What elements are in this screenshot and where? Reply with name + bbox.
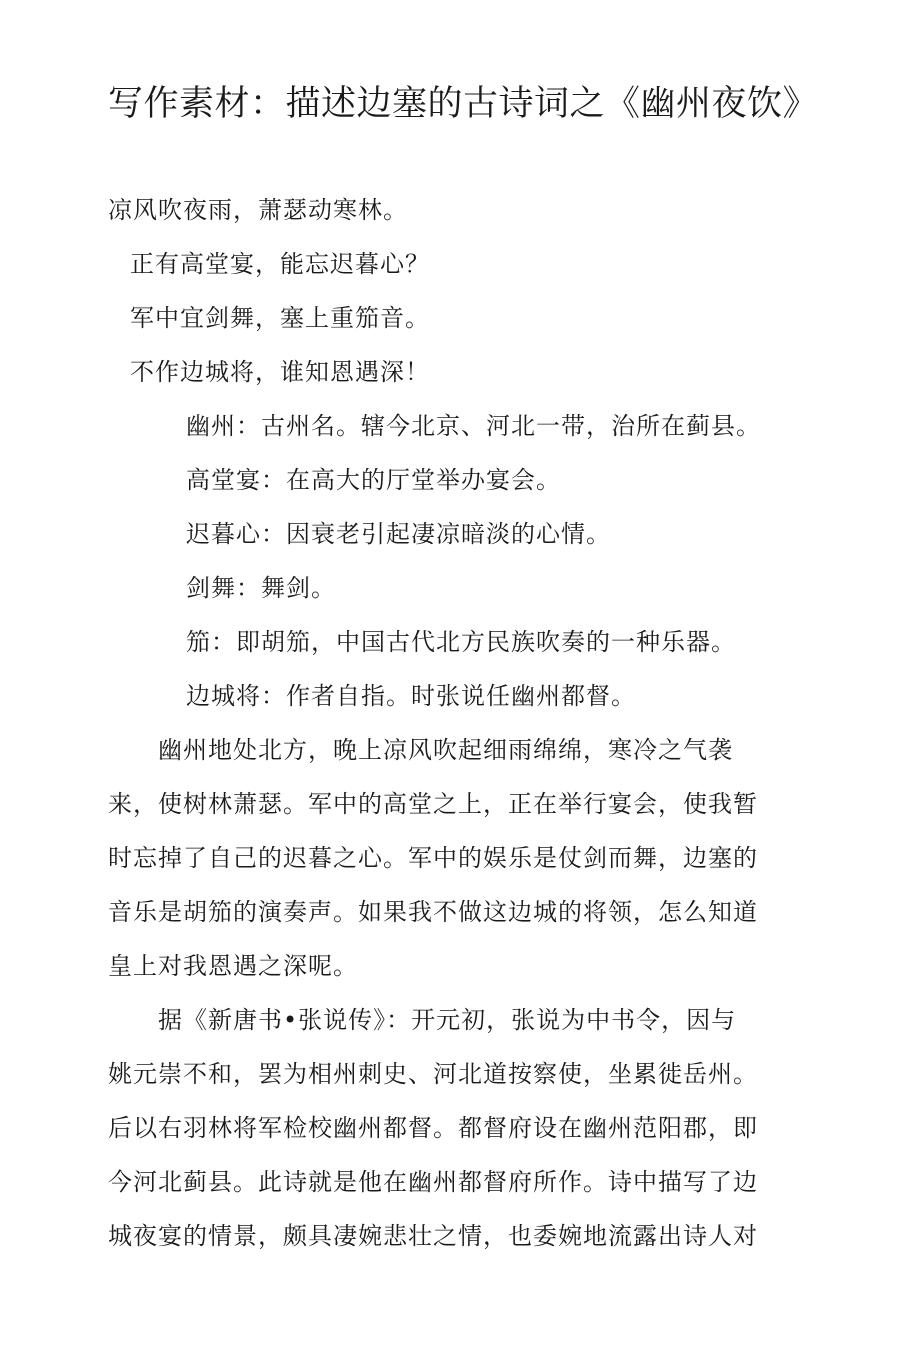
- annotation-line: 剑舞：舞剑。: [186, 574, 336, 602]
- annotation-line: 高堂宴：在高大的厅堂举办宴会。: [186, 466, 561, 494]
- paragraph-line: 城夜宴的情景，颇具凄婉悲壮之情，也委婉地流露出诗人对: [108, 1222, 758, 1250]
- paragraph-line: 音乐是胡笳的演奏声。如果我不做这边城的将领，怎么知道: [108, 898, 758, 926]
- paragraph-line: 姚元崇不和，罢为相州刺史、河北道按察使，坐累徙岳州。: [108, 1060, 758, 1088]
- paragraph-line: 来，使树林萧瑟。军中的高堂之上，正在举行宴会，使我暂: [108, 790, 758, 818]
- annotation-line: 幽州：古州名。辖今北京、河北一带，治所在蓟县。: [186, 412, 761, 440]
- poem-line: 不作边城将，谁知恩遇深！: [130, 358, 430, 386]
- paragraph-line: 皇上对我恩遇之深呢。: [108, 952, 358, 980]
- poem-line: 正有高堂宴，能忘迟暮心？: [130, 250, 430, 278]
- paragraph-line: 幽州地处北方，晚上凉风吹起细雨绵绵，寒冷之气袭: [108, 736, 733, 764]
- paragraph-line: 今河北蓟县。此诗就是他在幽州都督府所作。诗中描写了边: [108, 1168, 758, 1196]
- annotation-line: 边城将：作者自指。时张说任幽州都督。: [186, 682, 636, 710]
- annotation-line: 笳：即胡笳，中国古代北方民族吹奏的一种乐器。: [186, 628, 736, 656]
- background-paragraph: [108, 993, 788, 1263]
- poem-line: 凉风吹夜雨，萧瑟动寒林。: [108, 196, 408, 224]
- page-title: 写作素材：描述边塞的古诗词之《幽州夜饮》: [108, 84, 819, 124]
- annotation-line: 迟暮心：因衰老引起凄凉暗淡的心情。: [186, 520, 611, 548]
- paragraph-line: 时忘掉了自己的迟暮之心。军中的娱乐是仗剑而舞，边塞的: [108, 844, 758, 872]
- paragraph-line: 据《新唐书•张说传》：开元初，张说为中书令，因与: [108, 1006, 737, 1034]
- poem-line: 军中宜剑舞，塞上重笳音。: [130, 304, 430, 332]
- translation-paragraph: [108, 723, 788, 993]
- paragraph-line: 后以右羽林将军检校幽州都督。都督府设在幽州范阳郡，即: [108, 1114, 758, 1142]
